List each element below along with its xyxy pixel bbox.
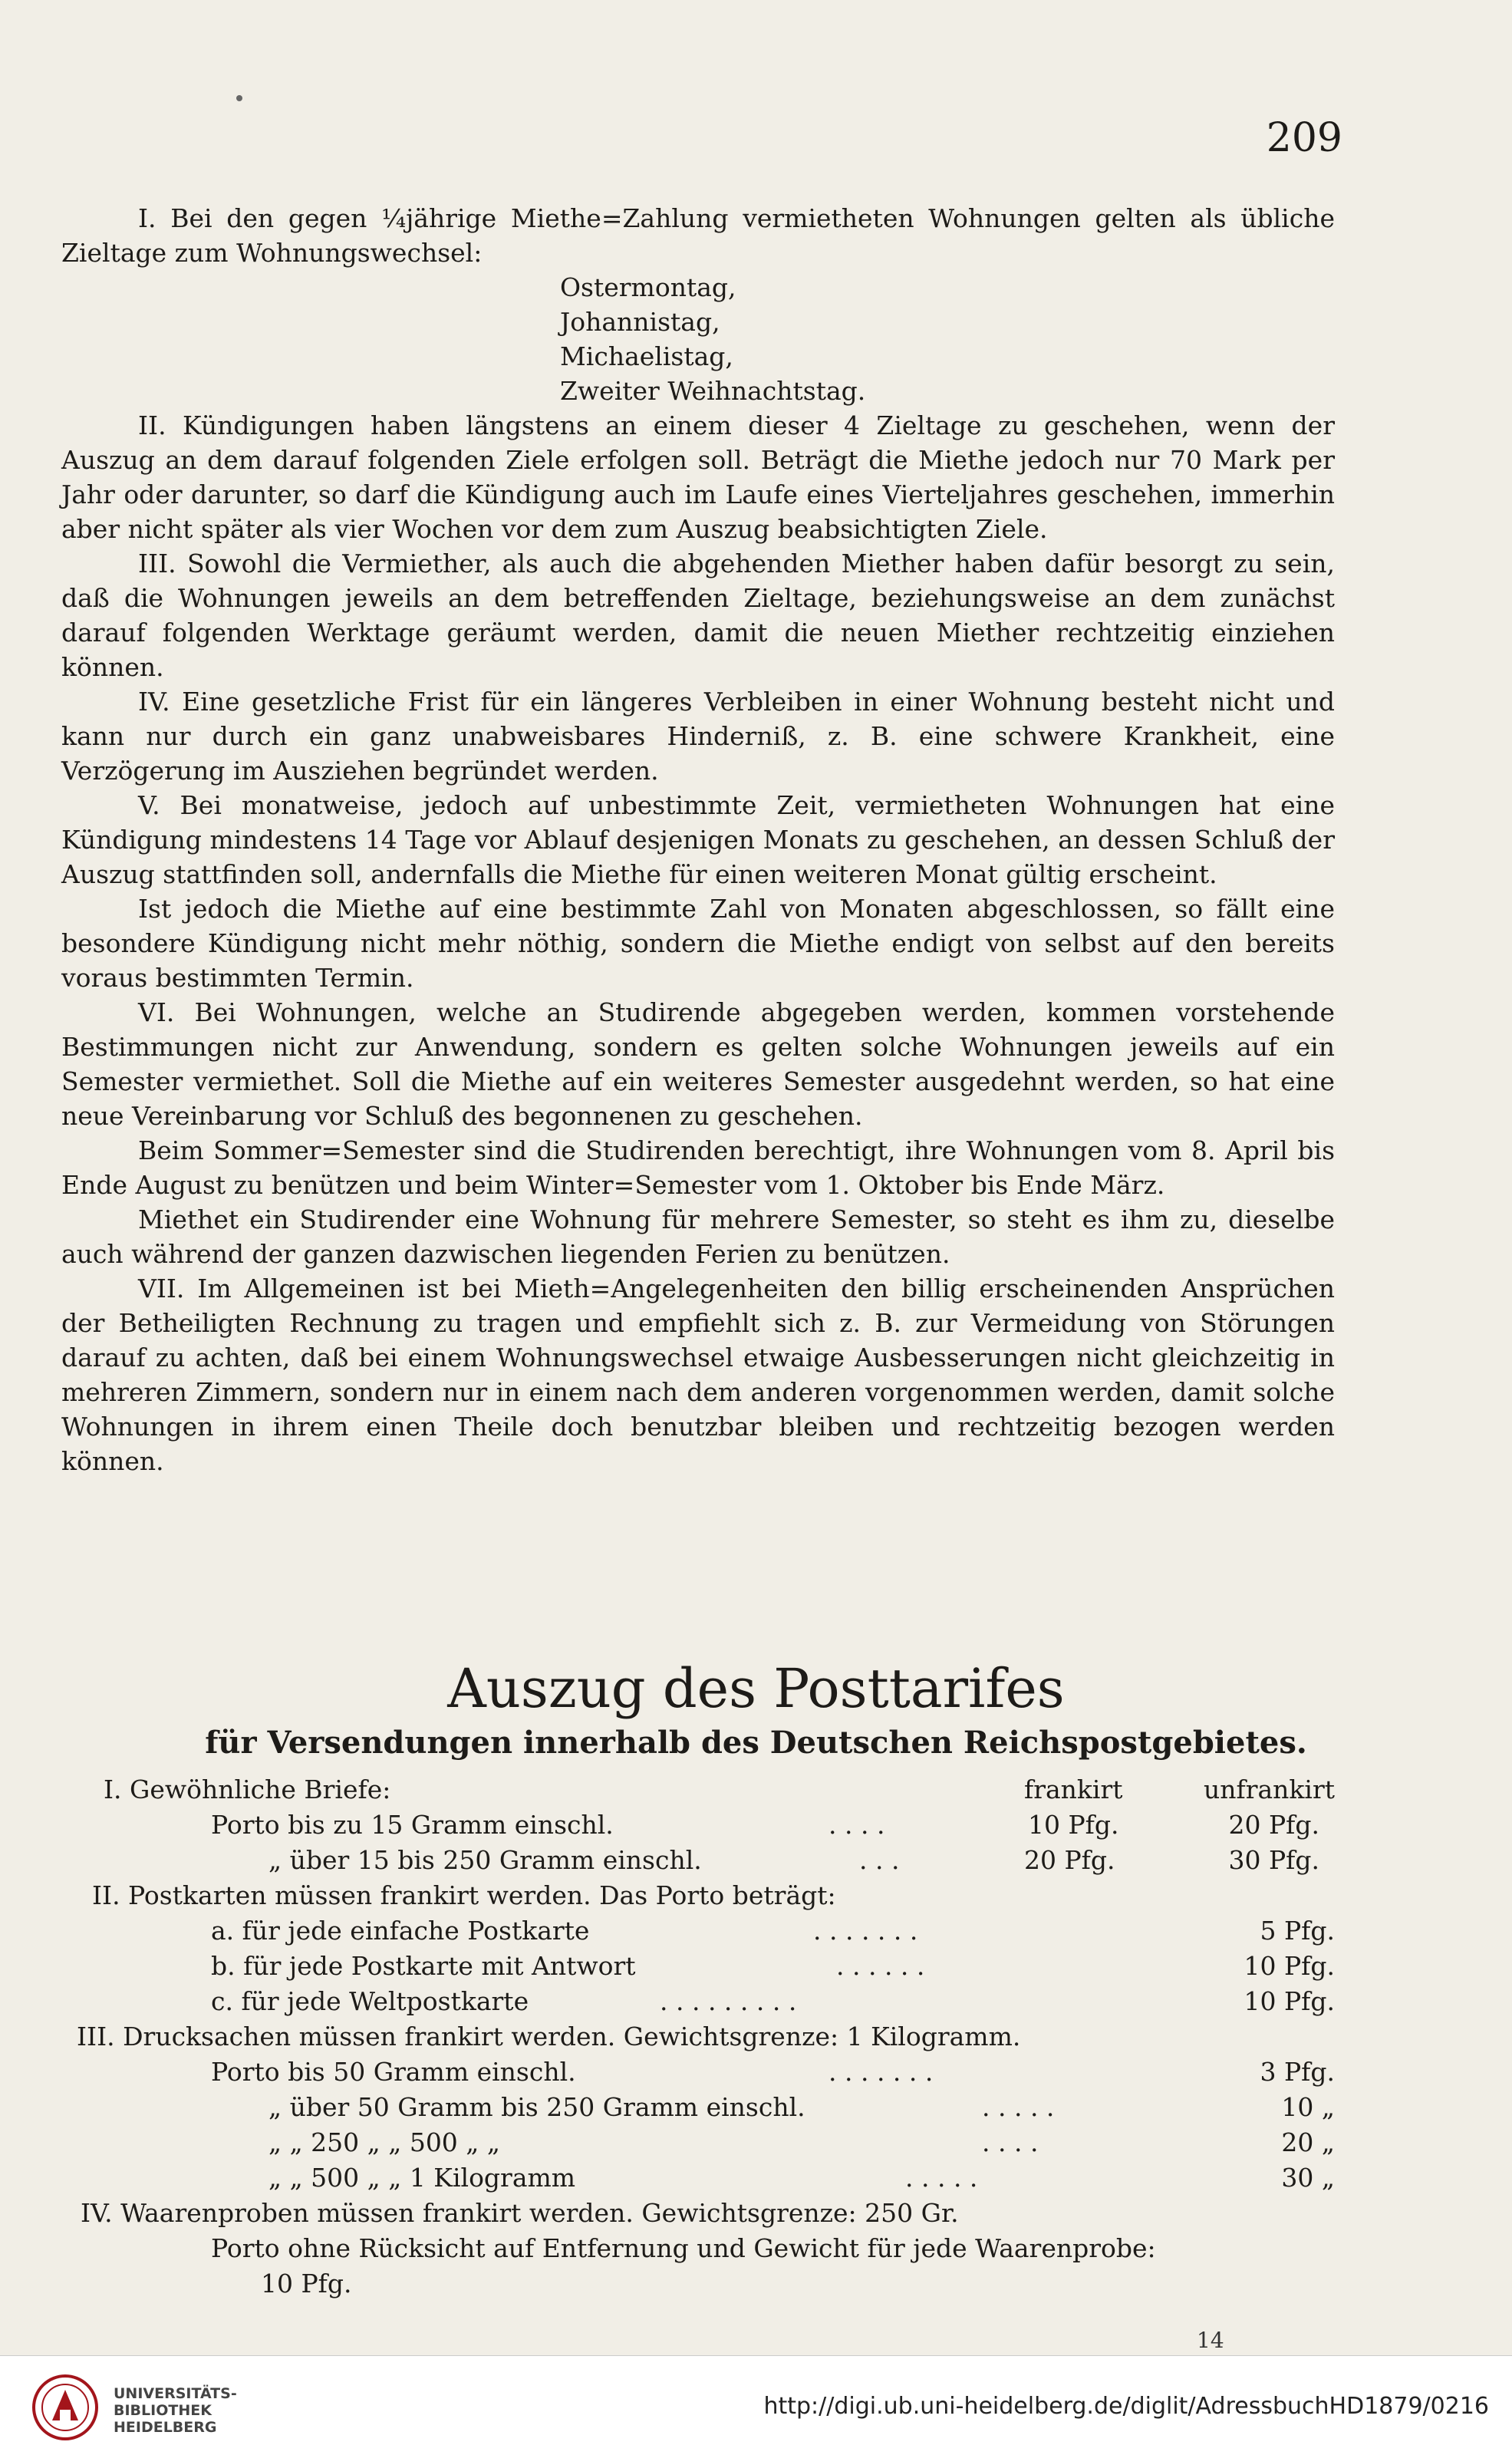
table-row [61, 2055, 1335, 2090]
table-row [61, 1772, 1335, 1807]
viewer-footer [0, 2355, 1512, 2455]
section-heading: III. Drucksachen müssen frankirt werden. Gewichtsgrenze: 1 Kilogramm. [77, 2022, 1021, 2051]
table-row [61, 2019, 1335, 2055]
library-name [114, 2385, 237, 2436]
table-row [61, 1984, 1335, 2019]
source-url-link[interactable]: http://digi.ub.uni-heidelberg.de/diglit/AdressbuchHD1879/0216 [763, 2393, 1489, 2420]
column-header: unfrankirt [1203, 1775, 1335, 1804]
frank-value: 10 Pfg. [1028, 1810, 1119, 1840]
row-label: Porto bis 50 Gramm einschl. [211, 2057, 576, 2087]
signature-mark: 14 [1197, 2328, 1224, 2353]
section-heading: IV. Waarenproben müssen frankirt werden. Gewichtsgrenze: 250 Gr. [81, 2198, 959, 2228]
leader-dots: . . . . . [982, 2092, 1055, 2122]
library-name-line: BIBLIOTHEK [114, 2402, 212, 2419]
rule-v: V. Bei monatweise, jedoch auf unbestimmte Zeit, vermietheten Wohnungen hat eine Kündigung mindestens 14 Tage vor Ablauf desjenigen Monats zu geschehen, an dessen Schluß der Auszug stattfinden soll, andernfalls die Miethe für einen weiteren Monat gültig erscheint. [61, 790, 1335, 889]
library-name-line: UNIVERSITÄTS- [114, 2385, 237, 2402]
row-value: 30 „ [1281, 2163, 1335, 2193]
rule-i: I. Bei den gegen ¼jährige Miethe=Zahlung vermietheten Wohnungen gelten als übliche Zieltage zum Wohnungswechsel: [61, 203, 1335, 268]
row-label: „ „ 250 „ „ 500 „ „ [268, 2127, 500, 2157]
rule-iii: III. Sowohl die Vermiether, als auch die abgehenden Miether haben dafür besorgt zu sein, daß die Wohnungen jeweils an dem betreffenden Zieltage, beziehungsweise an dem zunächst darauf folgenden Werktage geräumt werden, damit die neuen Miether rechtzeitig einziehen können. [61, 549, 1335, 682]
tariff-table [61, 1772, 1335, 2302]
rule-vi-summer: Beim Sommer=Semester sind die Studirenden berechtigt, ihre Wohnungen vom 8. April bis Ende August zu benützen und beim Winter=Semester vom 1. Oktober bis Ende März. [61, 1135, 1335, 1200]
row-label: a. für jede einfache Postkarte [211, 1916, 590, 1946]
unfrank-value: 20 Pfg. [1228, 1810, 1319, 1840]
table-row [61, 2231, 1335, 2266]
row-value: 20 „ [1281, 2127, 1335, 2157]
row-label: Porto bis zu 15 Gramm einschl. [211, 1810, 614, 1840]
row-value: 10 „ [1281, 2092, 1335, 2122]
weekday-list [61, 270, 1335, 408]
table-row [61, 2160, 1335, 2196]
table-row [61, 1949, 1335, 1984]
leader-dots: . . . . . . . . . [660, 1986, 797, 2016]
rule-vii: VII. Im Allgemeinen ist bei Mieth=Angelegenheiten den billig erscheinenden Ansprüchen der Betheiligten Rechnung zu tragen und empfiehlt sich z. B. zur Vermeidung von Störungen darauf zu achten, daß bei einem Wohnungswechsel etwaige Ausbesserungen nicht gleichzeitig in mehreren Zimmern, sondern nur in einem nach dem anderen vorgenommen werden, damit solche Wohnungen in ihrem einen Theile doch benutzbar bleiben und rechtzeitig bezogen werden können. [61, 1274, 1335, 1476]
weekday-item: Johannistag, [560, 307, 720, 337]
leader-dots: . . . [859, 1845, 900, 1875]
ink-speck [236, 95, 242, 101]
row-label: „ „ 500 „ „ 1 Kilogramm [268, 2163, 576, 2193]
tariff-title: Auszug des Posttarifes [447, 1657, 1065, 1720]
rental-rules [61, 201, 1335, 1478]
tariff-subtitle: für Versendungen innerhalb des Deutschen Reichspostgebietes. [205, 1725, 1307, 1761]
row-label: Porto ohne Rücksicht auf Entfernung und Gewicht für jede Waarenprobe: [211, 2233, 1156, 2263]
leader-dots: . . . . [828, 1810, 885, 1840]
table-row [61, 2125, 1335, 2160]
weekday-item: Michaelistag, [560, 341, 733, 371]
row-value: 10 Pfg. [1244, 1951, 1335, 1981]
table-row [61, 2090, 1335, 2125]
table-row [61, 2196, 1335, 2231]
table-row [61, 1913, 1335, 1949]
page-number: 209 [1266, 115, 1342, 161]
table-row [61, 1878, 1335, 1913]
row-label: c. für jede Weltpostkarte [211, 1986, 529, 2016]
rule-ii: II. Kündigungen haben längstens an einem dieser 4 Zieltage zu geschehen, wenn der Auszug an dem darauf folgenden Ziele erfolgen soll. Beträgt die Miethe jedoch nur 70 Mark per Jahr oder darunter, so darf die Kündigung auch im Laufe eines Vierteljahres geschehen, immerhin aber nicht später als vier Wochen vor dem zum Auszug beabsichtigten Ziele. [61, 410, 1335, 544]
row-label: b. für jede Postkarte mit Antwort [211, 1951, 636, 1981]
row-value: 5 Pfg. [1260, 1916, 1335, 1946]
row-label: „ über 50 Gramm bis 250 Gramm einschl. [268, 2092, 805, 2122]
leader-dots: . . . . . . . [828, 2057, 934, 2087]
column-header: frankirt [1024, 1775, 1123, 1804]
leader-dots: . . . . . . . [813, 1916, 918, 1946]
table-row [61, 2266, 1335, 2302]
rule-iv: IV. Eine gesetzliche Frist für ein längeres Verbleiben in einer Wohnung besteht nicht und kann nur durch ein ganz unabweisbares Hinderniß, z. B. eine schwere Krankheit, eine Verzögerung im Ausziehen begründet werden. [61, 687, 1335, 786]
weekday-item: Zweiter Weihnachtstag. [560, 376, 866, 406]
unfrank-value: 30 Pfg. [1228, 1845, 1319, 1875]
rule-v-cont: Ist jedoch die Miethe auf eine bestimmte Zahl von Monaten abgeschlossen, so fällt eine besondere Kündigung nicht mehr nöthig, sondern die Miethe endigt von selbst auf den bereits voraus bestimmten Termin. [61, 894, 1335, 993]
library-name-line: HEIDELBERG [114, 2419, 217, 2436]
section-heading: I. Gewöhnliche Briefe: [104, 1775, 391, 1804]
table-row [61, 1843, 1335, 1878]
row-value: 10 Pfg. [1244, 1986, 1335, 2016]
rule-vi-multi: Miethet ein Studirender eine Wohnung für mehrere Semester, so steht es ihm zu, dieselbe auch während der ganzen dazwischen liegenden Ferien zu benützen. [61, 1204, 1335, 1269]
row-value: 10 Pfg. [261, 2269, 352, 2298]
table-row [61, 1807, 1335, 1843]
frank-value: 20 Pfg. [1024, 1845, 1115, 1875]
weekday-item: Ostermontag, [560, 272, 736, 302]
row-value: 3 Pfg. [1260, 2057, 1335, 2087]
row-label: „ über 15 bis 250 Gramm einschl. [268, 1845, 702, 1875]
section-heading: II. Postkarten müssen frankirt werden. Das Porto beträgt: [92, 1880, 836, 1910]
leader-dots: . . . . [982, 2127, 1039, 2157]
leader-dots: . . . . . [905, 2163, 978, 2193]
university-library-logo-icon [31, 2373, 100, 2442]
leader-dots: . . . . . . [836, 1951, 925, 1981]
rule-vi: VI. Bei Wohnungen, welche an Studirende abgegeben werden, kommen vorstehende Bestimmungen nicht zur Anwendung, sondern es gelten solche Wohnungen jeweils auf ein Semester vermiethet. Soll die Miethe auf ein weiteres Semester ausgedehnt werden, so hat eine neue Vereinbarung vor Schluß des begonnenen zu geschehen. [61, 997, 1335, 1131]
